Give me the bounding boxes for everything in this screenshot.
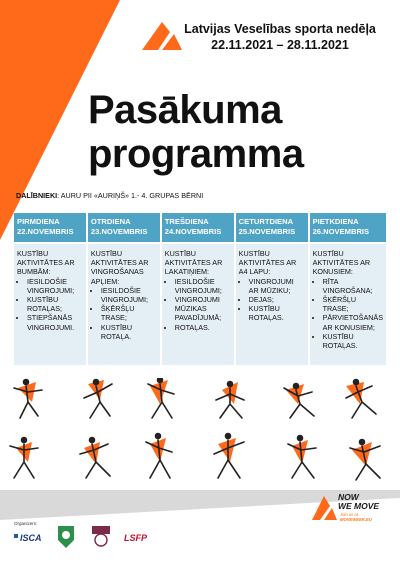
day-header [88,213,160,244]
brand-site: MOVEWEEK.EU [340,517,372,522]
list-item: • ŠĶĒRŠĻU TRASE; [101,304,157,322]
organizers-label: Organizers: [14,521,38,526]
day-date: 26.NOVEMBRIS [312,227,370,236]
title-line-2: programma [88,132,304,176]
list-item: • STIEPŠANĀS VINGROJUMI. [27,313,83,331]
activity-list [313,277,383,351]
day-content [236,244,308,365]
list-item: • PĀRVIETOŠANĀS AR KONUSIEM; [323,313,383,331]
day-date: 25.NOVEMBRIS [238,227,296,236]
event-title: Latvijas Veselības sporta nedēļa [184,22,376,36]
day-date: 22.NOVEMBRIS [17,227,74,236]
day-name: OTRDIENA [90,217,131,226]
event-header [170,22,390,53]
list-item: • IESILDOŠIE VINGROJUMI; [175,277,231,295]
isca-logo-icon [14,533,42,543]
list-item: • IESILDOŠIE VINGROJUMI; [101,286,157,304]
sport-figures-illustration [0,378,400,490]
day-header [162,213,234,244]
day-column-monday [14,213,86,365]
day-name: PIRMDIENA [17,217,60,226]
lsfp-logo-icon [124,533,148,543]
day-content [162,244,234,365]
organizer-logos [12,524,172,550]
day-date: 23.NOVEMBRIS [90,227,148,236]
list-item: • ŠĶĒRŠĻU TRASE; [323,295,383,313]
day-name: TREŠDIENA [164,217,209,226]
brand-join: Join us at [340,512,358,517]
day-intro: KUSTĪBU AKTIVITĀTES AR BUMBĀM: [17,249,75,277]
day-header [310,213,386,244]
day-column-wednesday [162,213,234,365]
activity-list [17,277,83,332]
coat-of-arms-logo-icon [92,526,110,546]
list-item: • ROTAĻAS. [175,323,231,332]
day-column-friday [310,213,386,365]
day-intro: KUSTĪBU AKTIVITĀTES AR VINGROŠANAS APĻIEM: [90,249,149,286]
participants-line [16,191,203,200]
list-item: • KUSTĪBU ROTAĻAS. [249,304,305,322]
day-content [88,244,160,365]
title-line-1: Pasākuma [88,88,282,132]
list-item: • VINGROJUMI MŪZIKAS PAVADĪJUMĀ; [175,295,231,323]
day-intro: KUSTĪBU AKTIVITĀTES AR KONUSIEM: [312,249,371,277]
brand-now: NOW [338,492,359,502]
participants-text: : AURU PII «AURIŅŠ» 1.- 4. GRUPAS BĒRNI [57,191,204,200]
brand-we-move: WE MOVE [338,501,380,511]
day-header [14,213,86,244]
day-intro: KUSTĪBU AKTIVITĀTES AR LAKATIŅIEM: [164,249,223,277]
day-header [236,213,308,244]
list-item: • DEJAS; [249,295,305,304]
day-content [310,244,386,365]
activity-list [91,286,157,341]
list-item: • IESILDOŠIE VINGROJUMI; [27,277,83,295]
now-we-move-text [338,493,379,511]
isca-logo-text: ISCA [20,533,42,543]
day-name: CETURTDIENA [238,217,294,226]
list-item: • KUSTĪBU ROTAĻA. [101,323,157,341]
green-shield-logo-icon [58,526,74,548]
day-intro: KUSTĪBU AKTIVITĀTES AR A4 LAPU: [238,249,297,277]
now-we-move-icon [310,492,338,522]
day-content [14,244,86,365]
activity-list [165,277,231,332]
lsfp-logo-text: LSFP [124,533,148,543]
day-column-thursday [236,213,308,365]
page-title [88,88,304,176]
list-item: • KUSTĪBU ROTAĻAS; [27,295,83,313]
list-item: • KUSTĪBU ROTAĻAS. [323,332,383,350]
event-dates: 22.11.2021 – 28.11.2021 [211,38,349,52]
now-we-move-logo [310,488,390,528]
list-item: • VINGROJUMI AR MŪZIKU; [249,277,305,295]
day-column-tuesday [88,213,160,365]
brand-tagline [340,512,372,522]
schedule-table [14,213,386,365]
day-date: 24.NOVEMBRIS [164,227,222,236]
activity-list [239,277,305,323]
day-name: PIETKDIENA [312,217,359,226]
list-item: • RĪTA VINGROŠANA; [323,277,383,295]
participants-label: DALĪBNIEKI [16,191,58,200]
